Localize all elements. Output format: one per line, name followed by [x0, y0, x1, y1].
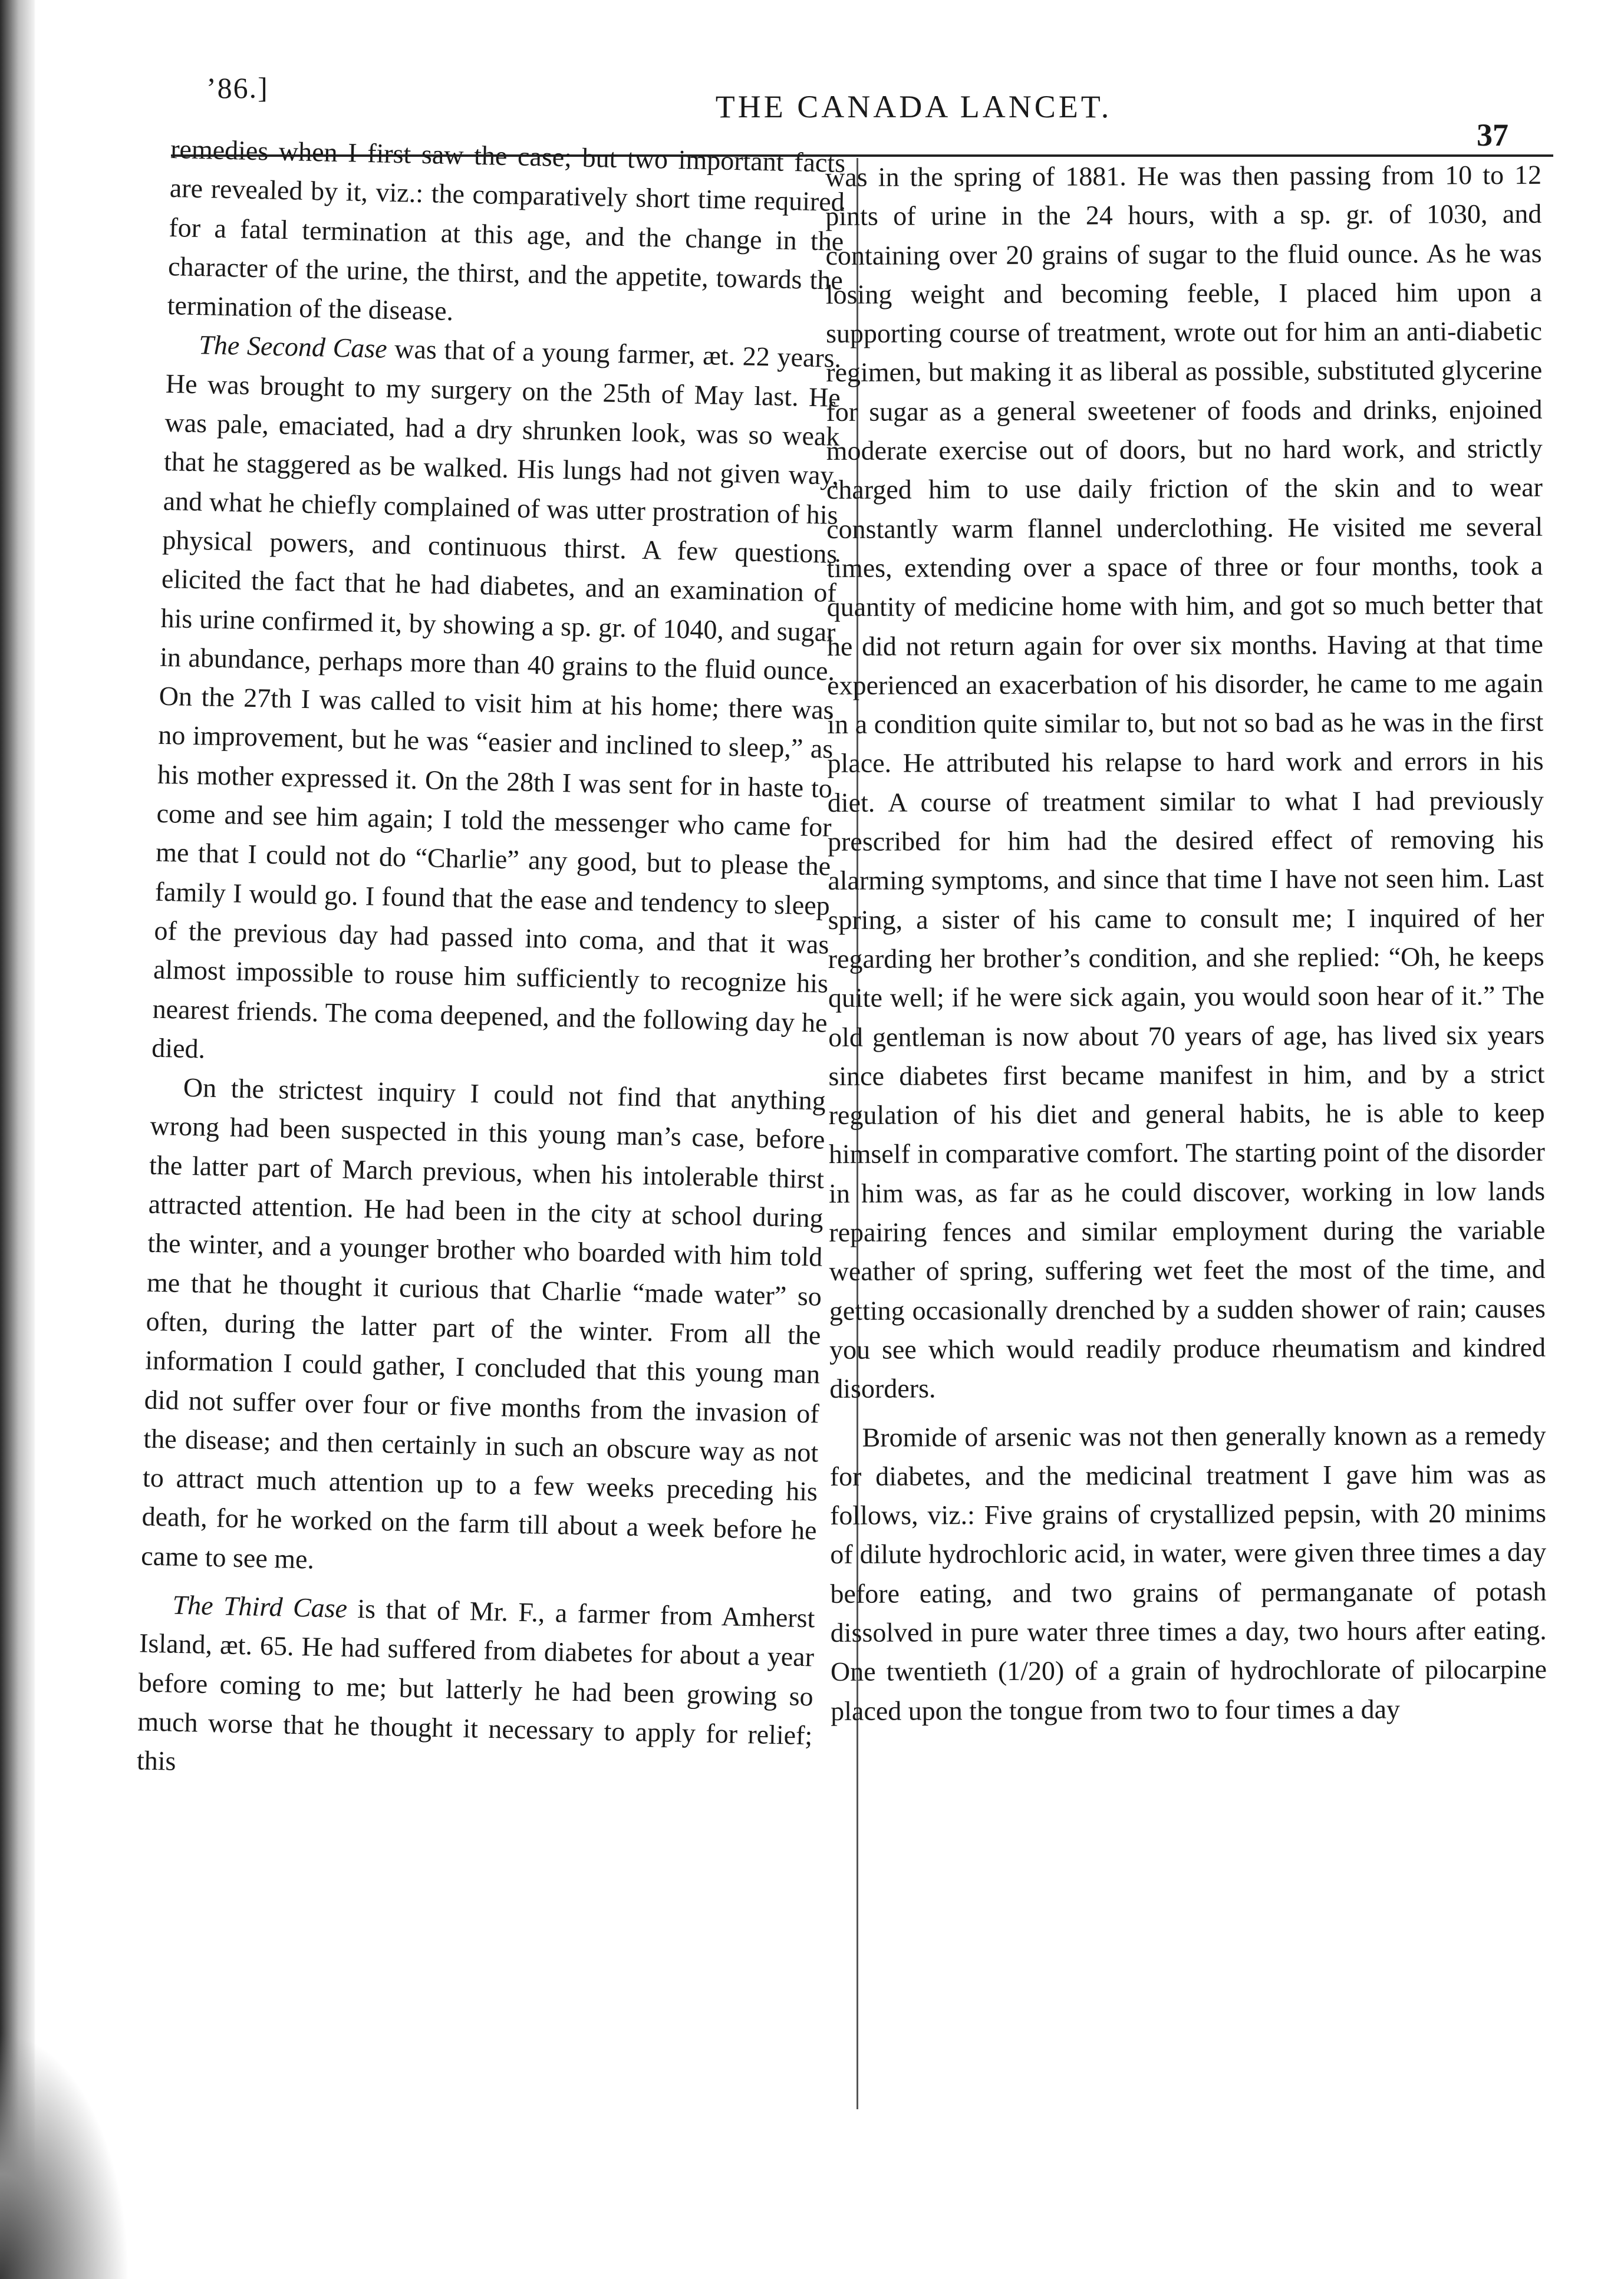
paragraph-text: remedies when I first saw the case; but two important facts are revealed by it, viz.: the comparatively short time required for a fatal termination at this age, and the change in the character of the urine, the thirst, and the appetite, towards the termination of the disease.	[167, 133, 846, 327]
left-column	[136, 130, 845, 1794]
book-spine-shadow	[0, 0, 35, 2279]
corner-scan-shadow	[0, 2031, 130, 2279]
paragraph-text: is that of Mr. F., a farmer from Amherst Island, æt. 65. He had suffered from diabetes for about a year before coming to me; but latterly he had been growing so much worse that he thought it necessary to apply for relief; this	[136, 1593, 815, 1776]
header-page-label: ’86.]	[206, 71, 269, 104]
paragraph-second-case	[151, 325, 842, 1081]
right-column	[825, 156, 1547, 1731]
page-number: 37	[1477, 117, 1508, 153]
paragraph-inquiry	[141, 1068, 826, 1590]
case-heading: The Second Case	[198, 330, 388, 364]
paragraph-text: was in the spring of 1881. He was then passing from 10 to 12 pints of urine in the 24 hours, with a sp. gr. of 1030, and containing over 20 grains of sugar to the fluid ounce. As he was losing weight and becoming feeble, I placed him upon a supporting course of treatment, wrote out for him an anti-diabetic regimen, but making it as liberal as possible, substituted glycerine for sugar as a general sweetener of foods and drinks, enjoined moderate exercise out of doors, but no hard work, and strictly charged him to use daily friction of the skin and to wear constantly warm flannel underclothing. He visited me several times, extending over a space of three or four months, took a quantity of medicine home with him, and got so much better that he did not return again for over six months. Having at that time experienced an exacerbation of his disorder, he came to me again in a condition quite similar to, but not so bad as he was in the first place. He attributed his relapse to hard work and errors in his diet. A course of treatment similar to what I had previously prescribed for him had the desired effect of removing his alarming symptoms, and since that time I have not seen him. Last spring, a sister of his came to consult me; I inquired of her regarding her brother’s condition, and she replied: “Oh, he keeps quite well; if he were sick again, you would soon hear of it.” The old gentleman is now about 70 years of age, has lived six years since diabetes first became manifest in him, and by a strict regulation of his diet and general habits, he is able to keep himself in comparative comfort. The starting point of the disorder in him was, as far as he could discover, working in low lands repairing fences and similar employment during the variable weather of spring, suffering wet feet the most of the time, and getting occasionally drenched by a sudden shower of rain; causes you see which would readily produce rheumatism and kindred disorders.	[825, 159, 1546, 1404]
paragraph-continuation	[167, 130, 846, 339]
paragraph-third-case	[136, 1585, 815, 1794]
paragraph-treatment	[829, 1415, 1547, 1731]
paragraph-text: was that of a young farmer, æt. 22 years. He was brought to my surgery on the 25th of May last. He was pale, emaciated, had a dry shrunken look, was so weak that he staggered as be walked. His lungs had not given way, and what he chiefly complained of was utter prostration of his physical powers, and continuous thirst. A few questions elicited the fact that he had diabetes, and an examination of his urine confirmed it, by showing a sp. gr. of 1040, and sugar in abundance, perhaps more than 40 grains to the fluid ounce. On the 27th I was called to visit him at his home; there was no improvement, but he was “easier and inclined to sleep,” as his mother expressed it. On the 28th I was sent for in haste to come and see him again; I told the messenger who came for me that I could not do “Charlie” any good, but to please the family I would go. I found that the ease and tendency to sleep of the previous day had passed into coma, and that it was almost impossible to rouse him sufficiently to recognize his nearest friends. The coma deepened, and the following day he died.	[151, 334, 842, 1064]
paragraph-text: On the strictest inquiry I could not find that anything wrong had been suspected in this young man’s case, before the latter part of March previous, when his intolerable thirst attracted attention. He had been in the city at school during the winter, and a younger brother who boarded with him told me that he thought it curious that Charlie “made water” so often, during the latter part of the winter. From all the information I could gather, I concluded that this young man did not suffer over four or five months from the invasion of the disease; and then certainly in such an obscure way as not to attract much attention up to a few weeks preceding his death, for he worked on the farm till about a week before he came to see me.	[140, 1072, 826, 1575]
paragraph-text: Bromide of arsenic was not then generally known as a remedy for diabetes, and the medicinal treatment I gave him was as follows, viz.: Five grains of crystallized pepsin, with 20 minims of dilute hydrochloric acid, in water, were given three times a day before eating, and two grains of permanganate of potash dissolved in pure water three times a day, two hours after eating. One twentieth (1/20) of a grain of hydrochlorate of pilocarpine placed upon the tongue from two to four times a day	[829, 1420, 1547, 1726]
paragraph-continuation	[825, 156, 1546, 1409]
case-heading: The Third Case	[172, 1589, 348, 1623]
running-head-journal-title: THE CANADA LANCET.	[715, 89, 1112, 124]
